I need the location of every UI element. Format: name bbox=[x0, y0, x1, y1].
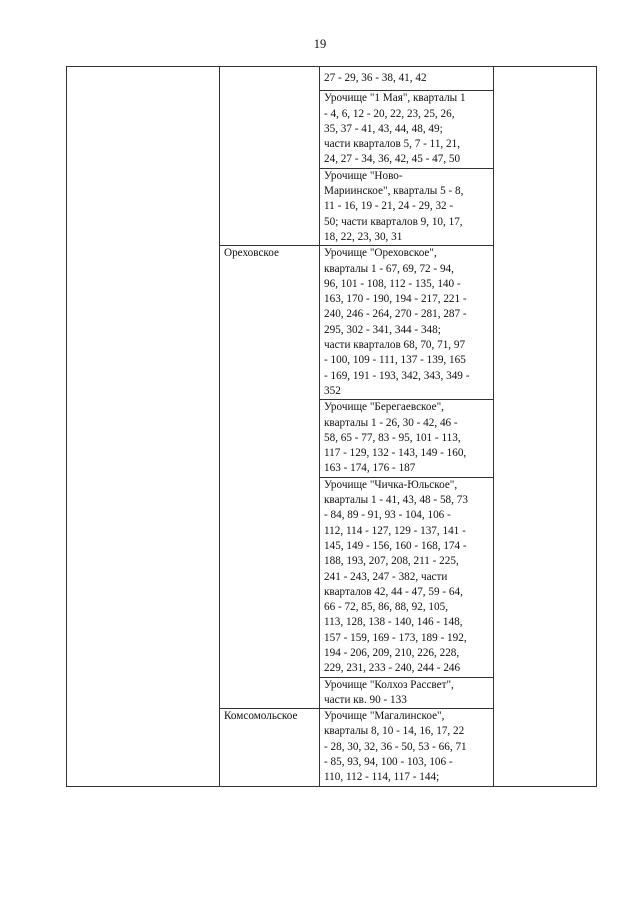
description-cell bbox=[320, 400, 494, 477]
text-line: 157 - 159, 169 - 173, 189 - 192, bbox=[324, 631, 467, 644]
description-cell bbox=[320, 677, 494, 709]
text-line: Урочище "Ореховское", bbox=[324, 247, 437, 260]
text-line: Мариинское", кварталы 5 - 8, bbox=[324, 185, 464, 198]
description-cell bbox=[320, 168, 494, 245]
text-line: 117 - 129, 132 - 143, 149 - 160, bbox=[324, 447, 467, 460]
description-cell bbox=[320, 246, 494, 400]
text-line: кварталы 1 - 26, 30 - 42, 46 - bbox=[324, 416, 458, 429]
column-4-cell bbox=[494, 67, 597, 787]
text-line: 145, 149 - 156, 160 - 168, 174 - bbox=[324, 539, 467, 552]
district-cell bbox=[220, 67, 320, 246]
text-line: 194 - 206, 209, 210, 226, 228, bbox=[324, 646, 460, 659]
text-line: 112, 114 - 127, 129 - 137, 141 - bbox=[324, 524, 466, 537]
text-line: 58, 65 - 77, 83 - 95, 101 - 113, bbox=[324, 431, 461, 444]
text-line: 18, 22, 23, 30, 31 bbox=[324, 230, 403, 243]
district-cell bbox=[220, 709, 320, 786]
text-line: 113, 128, 138 - 140, 146 - 148, bbox=[324, 616, 463, 629]
district-name: Ореховское bbox=[224, 247, 279, 260]
description-cell bbox=[320, 67, 494, 91]
text-line: 241 - 243, 247 - 382, части bbox=[324, 570, 448, 583]
text-line: кварталов 42, 44 - 47, 59 - 64, bbox=[324, 585, 463, 598]
text-line: кварталы 1 - 67, 69, 72 - 94, bbox=[324, 262, 454, 275]
table-row bbox=[67, 67, 597, 91]
text-line: 188, 193, 207, 208, 211 - 225, bbox=[324, 555, 459, 568]
text-line: 110, 112 - 114, 117 - 144; bbox=[324, 771, 440, 784]
description-cell bbox=[320, 477, 494, 677]
text-line: 24, 27 - 34, 36, 42, 45 - 47, 50 bbox=[324, 153, 461, 166]
text-line: 27 - 29, 36 - 38, 41, 42 bbox=[324, 72, 427, 84]
text-line: Урочище "Колхоз Рассвет", bbox=[324, 678, 454, 691]
text-line: 66 - 72, 85, 86, 88, 92, 105, bbox=[324, 601, 448, 614]
text-line: - 169, 191 - 193, 342, 343, 349 - bbox=[324, 369, 470, 382]
text-line: 163, 170 - 190, 194 - 217, 221 - bbox=[324, 293, 467, 306]
page-number: 19 bbox=[313, 37, 327, 51]
text-line: - 85, 93, 94, 100 - 103, 106 - bbox=[324, 756, 453, 769]
forest-areas-table bbox=[66, 66, 597, 787]
text-line: Урочище "1 Мая", кварталы 1 bbox=[324, 92, 466, 105]
description-cell bbox=[320, 91, 494, 168]
text-line: кварталы 8, 10 - 14, 16, 17, 22 bbox=[324, 725, 465, 738]
text-line: части кварталов 68, 70, 71, 97 bbox=[324, 339, 466, 352]
district-name: Комсомольское bbox=[224, 710, 298, 723]
text-line: 11 - 16, 19 - 21, 24 - 29, 32 - bbox=[324, 200, 454, 213]
text-line: части кварталов 5, 7 - 11, 21, bbox=[324, 138, 461, 151]
text-line: - 84, 89 - 91, 93 - 104, 106 - bbox=[324, 509, 451, 522]
text-line: 240, 246 - 264, 270 - 281, 287 - bbox=[324, 308, 467, 321]
text-line: - 4, 6, 12 - 20, 22, 23, 25, 26, bbox=[324, 107, 455, 120]
text-line: - 28, 30, 32, 36 - 50, 53 - 66, 71 bbox=[324, 740, 467, 753]
text-line: 96, 101 - 108, 112 - 135, 140 - bbox=[324, 277, 461, 290]
text-line: Урочище "Ново- bbox=[324, 169, 403, 182]
text-line: 295, 302 - 341, 344 - 348; bbox=[324, 323, 441, 336]
text-line: Урочище "Магалинское", bbox=[324, 710, 445, 723]
text-line: кварталы 1 - 41, 43, 48 - 58, 73 bbox=[324, 494, 468, 507]
text-line: части кв. 90 - 133 bbox=[324, 693, 407, 706]
text-line: Урочище "Чичка-Юльское", bbox=[324, 478, 458, 491]
text-line: 352 bbox=[324, 384, 341, 397]
text-line: 35, 37 - 41, 43, 44, 48, 49; bbox=[324, 122, 443, 135]
description-cell bbox=[320, 709, 494, 786]
text-line: 229, 231, 233 - 240, 244 - 246 bbox=[324, 662, 461, 675]
text-line: Урочище "Берегаевское", bbox=[324, 401, 444, 414]
column-1-cell bbox=[67, 67, 220, 787]
text-line: - 100, 109 - 111, 137 - 139, 165 bbox=[324, 354, 466, 367]
text-line: 50; части кварталов 9, 10, 17, bbox=[324, 215, 463, 228]
district-cell bbox=[220, 246, 320, 709]
text-line: 163 - 174, 176 - 187 bbox=[324, 462, 416, 475]
